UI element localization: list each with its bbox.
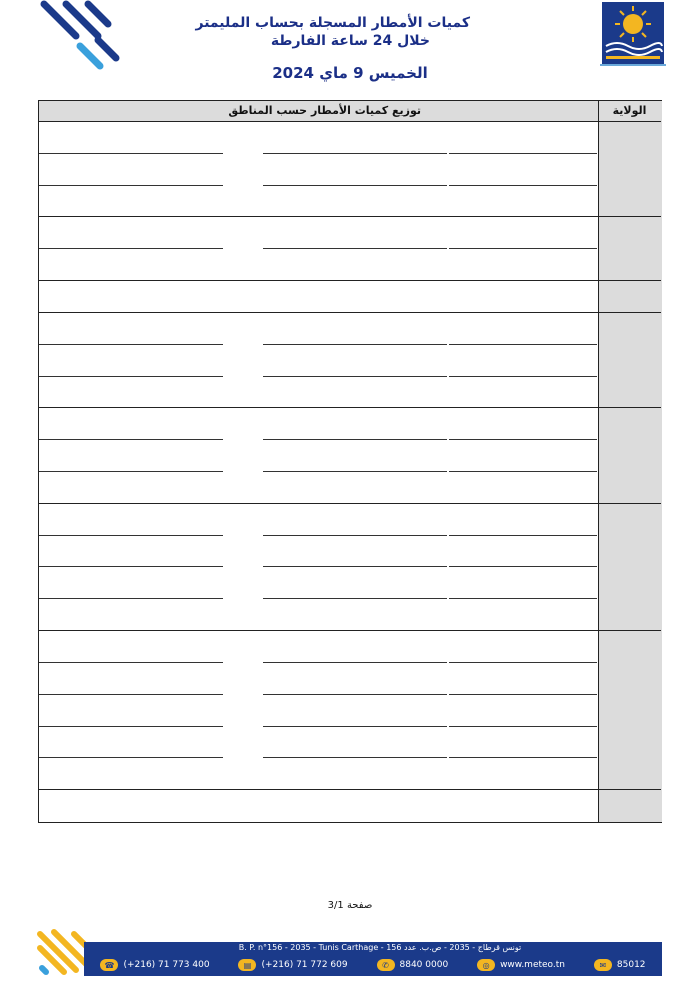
phone-icon: ☎ [100, 959, 118, 971]
row-underline [449, 185, 597, 186]
row-underline [449, 344, 597, 345]
row-underline [39, 376, 223, 377]
group-separator [39, 280, 661, 281]
row-underline [449, 153, 597, 154]
row-underline [449, 566, 597, 567]
row-underline [39, 535, 223, 536]
header-governorate: الولاية [612, 104, 647, 117]
row-underline [263, 662, 447, 663]
rainfall-table [38, 100, 662, 823]
row-underline [263, 471, 447, 472]
page-number: صفحة 3/1 [327, 900, 373, 911]
hotline-icon: ✆ [377, 959, 395, 971]
row-underline [39, 726, 223, 727]
group-separator [39, 407, 661, 408]
row-underline [39, 662, 223, 663]
contact-text: www.meteo.tn [500, 960, 565, 970]
row-underline [263, 248, 447, 249]
row-underline [449, 376, 597, 377]
row-underline [263, 439, 447, 440]
contact-item [100, 959, 209, 971]
row-underline [263, 566, 447, 567]
group-separator [39, 630, 661, 631]
footer-address: B. P. n°156 - 2035 - Tunis Carthage - تونس قرطاج - 2035 - ص.ب. عدد 156 [238, 943, 522, 952]
decorative-stripes [36, 0, 126, 70]
row-underline [449, 726, 597, 727]
row-underline [263, 344, 447, 345]
report-date: الخميس 9 ماي 2024 [272, 64, 428, 82]
contact-item [238, 959, 347, 971]
row-underline [449, 535, 597, 536]
row-underline [39, 566, 223, 567]
row-underline [263, 598, 447, 599]
row-underline [449, 248, 597, 249]
group-separator [39, 312, 661, 313]
row-underline [263, 694, 447, 695]
group-separator [39, 789, 661, 790]
row-underline [449, 471, 597, 472]
row-underline [449, 662, 597, 663]
row-underline [39, 248, 223, 249]
group-separator [39, 216, 661, 217]
report-title [150, 14, 470, 50]
fax-icon: ▤ [238, 959, 256, 971]
row-underline [263, 726, 447, 727]
row-underline [449, 694, 597, 695]
contact-text: (+216) 71 772 609 [261, 960, 348, 970]
group-separator [39, 503, 661, 504]
footer-contacts [86, 956, 660, 974]
header-distribution: توزيع كميات الأمطار حسب المناطق [39, 101, 598, 121]
contact-item [594, 959, 646, 971]
sms-icon: ✉ [594, 959, 612, 971]
institute-logo [602, 2, 664, 64]
row-underline [39, 471, 223, 472]
row-underline [449, 757, 597, 758]
row-underline [39, 598, 223, 599]
row-underline [263, 757, 447, 758]
row-underline [39, 185, 223, 186]
web-icon: ◎ [477, 959, 495, 971]
governorate-column [598, 101, 662, 822]
row-underline [263, 376, 447, 377]
row-underline [39, 694, 223, 695]
contact-item [377, 959, 449, 971]
title-line-2: خلال 24 ساعة الفارطة [270, 33, 430, 49]
table-header [39, 101, 661, 122]
row-underline [263, 535, 447, 536]
contact-text: 8840 0000 [399, 960, 449, 970]
title-line-1: كميات الأمطار المسجلة بحساب المليمتر [195, 15, 470, 31]
row-underline [39, 344, 223, 345]
row-underline [263, 153, 447, 154]
row-underline [39, 153, 223, 154]
contact-item [477, 959, 565, 971]
row-underline [39, 757, 223, 758]
row-underline [263, 185, 447, 186]
row-underline [449, 439, 597, 440]
contact-text: 85012 [616, 960, 646, 970]
contact-text: (+216) 71 773 400 [123, 960, 210, 970]
row-underline [39, 439, 223, 440]
row-underline [449, 598, 597, 599]
